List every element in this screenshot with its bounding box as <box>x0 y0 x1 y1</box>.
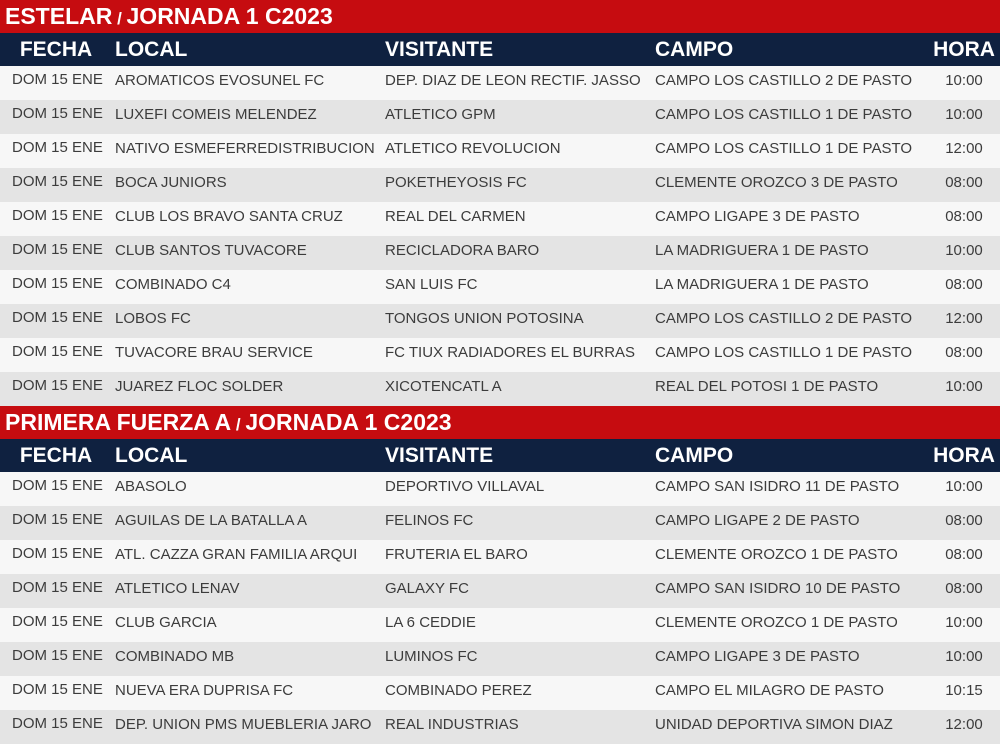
match-local: ATL. CAZZA GRAN FAMILIA ARQUI <box>115 546 358 563</box>
match-visitante: FRUTERIA EL BARO <box>385 546 528 563</box>
match-campo: CAMPO LIGAPE 3 DE PASTO <box>655 208 860 225</box>
match-row <box>0 472 1000 506</box>
table-header-row <box>0 439 1000 472</box>
section-title-separator: / <box>231 415 246 434</box>
match-hora: 08:00 <box>945 546 983 563</box>
match-campo: CAMPO SAN ISIDRO 11 DE PASTO <box>655 478 900 495</box>
schedule-section <box>0 406 1000 744</box>
section-title-name: ESTELAR <box>5 3 113 29</box>
match-local: CLUB SANTOS TUVACORE <box>115 242 307 259</box>
section-title-round: JORNADA 1 C2023 <box>245 409 452 435</box>
column-header-fecha: FECHA <box>19 444 93 467</box>
match-fecha: DOM 15 ENE <box>12 71 103 88</box>
match-row <box>0 372 1000 406</box>
match-hora: 08:00 <box>945 208 983 225</box>
match-visitante: DEP. DIAZ DE LEON RECTIF. JASSO <box>385 72 641 89</box>
match-fecha: DOM 15 ENE <box>12 681 103 698</box>
match-fecha: DOM 15 ENE <box>12 309 103 326</box>
match-visitante: DEPORTIVO VILLAVAL <box>385 478 545 495</box>
column-header-campo: CAMPO <box>655 444 734 467</box>
match-campo: CAMPO LIGAPE 2 DE PASTO <box>655 512 860 529</box>
match-fecha: DOM 15 ENE <box>12 377 103 394</box>
match-local: ABASOLO <box>115 478 187 495</box>
match-fecha: DOM 15 ENE <box>12 477 103 494</box>
match-row <box>0 642 1000 676</box>
match-visitante: REAL INDUSTRIAS <box>385 716 519 733</box>
match-hora: 10:15 <box>945 682 983 699</box>
match-hora: 10:00 <box>945 614 983 631</box>
column-header-fecha: FECHA <box>19 38 93 61</box>
match-fecha: DOM 15 ENE <box>12 715 103 732</box>
section-title-round: JORNADA 1 C2023 <box>126 3 333 29</box>
match-local: AROMATICOS EVOSUNEL FC <box>115 72 325 89</box>
match-fecha: DOM 15 ENE <box>12 275 103 292</box>
match-hora: 12:00 <box>945 716 983 733</box>
column-header-visitante: VISITANTE <box>385 444 494 467</box>
match-visitante: GALAXY FC <box>385 580 469 597</box>
match-local: LOBOS FC <box>115 310 191 327</box>
match-row <box>0 168 1000 202</box>
match-hora: 12:00 <box>945 310 983 327</box>
match-campo: CAMPO LOS CASTILLO 2 DE PASTO <box>655 310 913 327</box>
match-row <box>0 710 1000 744</box>
match-fecha: DOM 15 ENE <box>12 343 103 360</box>
match-row <box>0 202 1000 236</box>
match-fecha: DOM 15 ENE <box>12 105 103 122</box>
match-visitante: TONGOS UNION POTOSINA <box>385 310 584 327</box>
match-hora: 08:00 <box>945 512 983 529</box>
match-row <box>0 676 1000 710</box>
section-title <box>0 406 1000 439</box>
match-campo: CAMPO LIGAPE 3 DE PASTO <box>655 648 860 665</box>
match-row <box>0 506 1000 540</box>
column-header-campo: CAMPO <box>655 38 734 61</box>
column-header-local: LOCAL <box>115 444 188 467</box>
match-campo: CLEMENTE OROZCO 1 DE PASTO <box>655 614 898 631</box>
match-row <box>0 66 1000 100</box>
match-hora: 10:00 <box>945 72 983 89</box>
match-row <box>0 304 1000 338</box>
match-local: TUVACORE BRAU SERVICE <box>115 344 313 361</box>
match-row <box>0 134 1000 168</box>
match-campo: LA MADRIGUERA 1 DE PASTO <box>655 276 869 293</box>
match-local: COMBINADO MB <box>115 648 235 665</box>
match-hora: 12:00 <box>945 140 983 157</box>
match-row <box>0 608 1000 642</box>
match-visitante: LA 6 CEDDIE <box>385 614 476 631</box>
match-local: JUAREZ FLOC SOLDER <box>115 378 284 395</box>
table-header-row <box>0 33 1000 66</box>
match-hora: 10:00 <box>945 648 983 665</box>
match-visitante: FELINOS FC <box>385 512 474 529</box>
match-campo: CLEMENTE OROZCO 3 DE PASTO <box>655 174 898 191</box>
column-header-hora: HORA <box>933 38 995 61</box>
match-visitante: REAL DEL CARMEN <box>385 208 526 225</box>
match-campo: CAMPO LOS CASTILLO 1 DE PASTO <box>655 106 913 123</box>
match-fecha: DOM 15 ENE <box>12 207 103 224</box>
section-title-name: PRIMERA FUERZA A <box>5 409 232 435</box>
match-local: ATLETICO LENAV <box>115 580 240 597</box>
match-hora: 10:00 <box>945 242 983 259</box>
match-fecha: DOM 15 ENE <box>12 613 103 630</box>
match-row <box>0 270 1000 304</box>
column-header-hora: HORA <box>933 444 995 467</box>
match-campo: LA MADRIGUERA 1 DE PASTO <box>655 242 869 259</box>
match-row <box>0 540 1000 574</box>
match-fecha: DOM 15 ENE <box>12 139 103 156</box>
match-hora: 10:00 <box>945 378 983 395</box>
match-hora: 08:00 <box>945 580 983 597</box>
match-campo: CAMPO LOS CASTILLO 1 DE PASTO <box>655 344 913 361</box>
match-fecha: DOM 15 ENE <box>12 241 103 258</box>
match-local: NATIVO ESMEFERREDISTRIBUCION <box>115 140 375 157</box>
match-campo: REAL DEL POTOSI 1 DE PASTO <box>655 378 879 395</box>
match-campo: CAMPO LOS CASTILLO 2 DE PASTO <box>655 72 913 89</box>
match-row <box>0 100 1000 134</box>
match-campo: CAMPO SAN ISIDRO 10 DE PASTO <box>655 580 901 597</box>
match-hora: 10:00 <box>945 478 983 495</box>
match-hora: 08:00 <box>945 344 983 361</box>
match-row <box>0 338 1000 372</box>
match-local: AGUILAS DE LA BATALLA A <box>115 512 308 529</box>
match-visitante: ATLETICO GPM <box>385 106 496 123</box>
match-hora: 10:00 <box>945 106 983 123</box>
match-hora: 08:00 <box>945 276 983 293</box>
match-local: CLUB LOS BRAVO SANTA CRUZ <box>115 208 343 225</box>
match-visitante: FC TIUX RADIADORES EL BURRAS <box>385 344 636 361</box>
match-campo: UNIDAD DEPORTIVA SIMON DIAZ <box>655 716 893 733</box>
section-title-separator: / <box>112 9 127 28</box>
match-visitante: COMBINADO PEREZ <box>385 682 532 699</box>
match-campo: CAMPO LOS CASTILLO 1 DE PASTO <box>655 140 913 157</box>
match-fecha: DOM 15 ENE <box>12 511 103 528</box>
column-header-local: LOCAL <box>115 38 188 61</box>
match-row <box>0 236 1000 270</box>
match-visitante: SAN LUIS FC <box>385 276 478 293</box>
match-local: LUXEFI COMEIS MELENDEZ <box>115 106 317 123</box>
match-hora: 08:00 <box>945 174 983 191</box>
match-visitante: ATLETICO REVOLUCION <box>385 140 561 157</box>
match-visitante: POKETHEYOSIS FC <box>385 174 527 191</box>
match-visitante: RECICLADORA BARO <box>385 242 540 259</box>
match-campo: CLEMENTE OROZCO 1 DE PASTO <box>655 546 898 563</box>
match-local: COMBINADO C4 <box>115 276 231 293</box>
match-fecha: DOM 15 ENE <box>12 173 103 190</box>
column-header-visitante: VISITANTE <box>385 38 494 61</box>
match-campo: CAMPO EL MILAGRO DE PASTO <box>655 682 884 699</box>
match-visitante: XICOTENCATL A <box>385 378 502 395</box>
match-local: BOCA JUNIORS <box>115 174 227 191</box>
section-title <box>0 0 1000 33</box>
match-fecha: DOM 15 ENE <box>12 579 103 596</box>
match-local: CLUB GARCIA <box>115 614 217 631</box>
match-local: NUEVA ERA DUPRISA FC <box>115 682 294 699</box>
match-local: DEP. UNION PMS MUEBLERIA JARO <box>115 716 372 733</box>
match-fecha: DOM 15 ENE <box>12 647 103 664</box>
match-fecha: DOM 15 ENE <box>12 545 103 562</box>
match-visitante: LUMINOS FC <box>385 648 478 665</box>
match-row <box>0 574 1000 608</box>
